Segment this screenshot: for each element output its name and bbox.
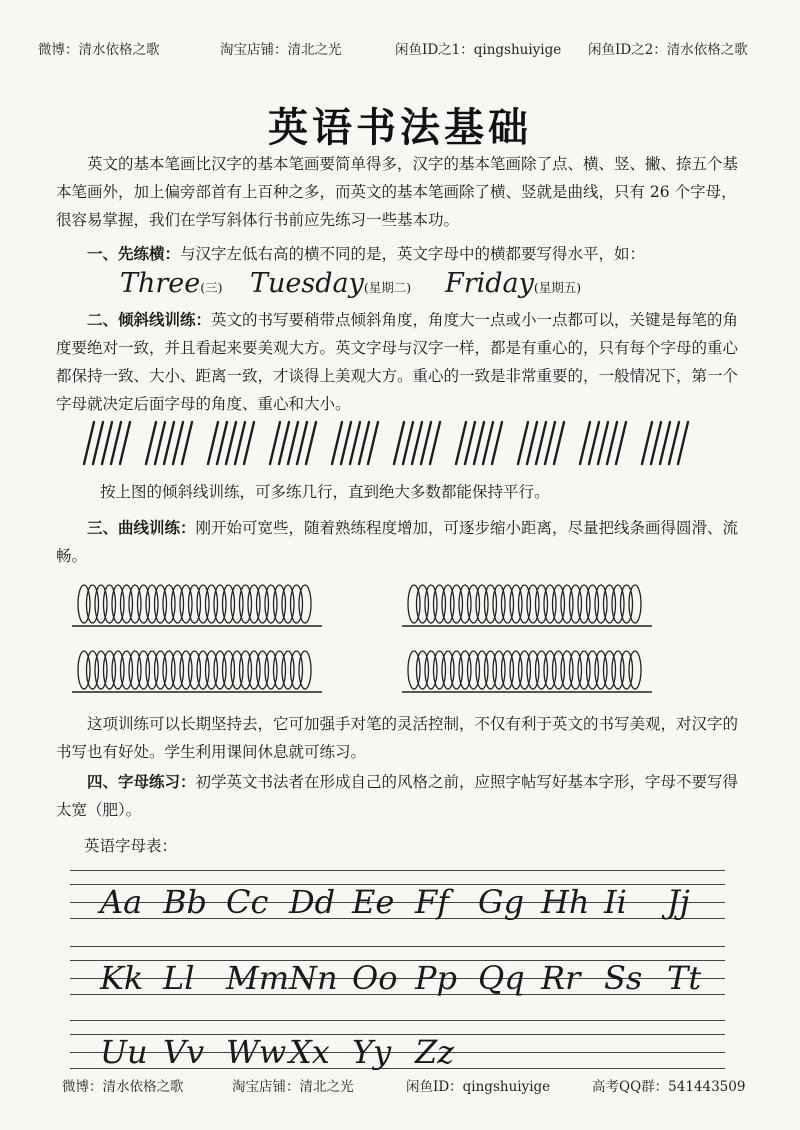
section3-paragraph [56,514,752,570]
slant-stroke [518,422,528,464]
alphabet-row-3 [70,1020,725,1074]
header-xianyu-2: 闲鱼ID之2：清水依格之歌 [588,42,748,58]
section2-heading: 二、倾斜线训练： [87,310,212,329]
slant-stroke [208,422,218,464]
slant-stroke [368,422,378,464]
slant-stroke [598,422,608,464]
alphabet-row-2 [70,946,725,1000]
letter-pair: Uu [100,1033,148,1071]
slant-stroke [527,422,537,464]
section1-text: 与汉字左低右高的横不同的是，英文字母中的横都要写得水平，如： [180,245,646,263]
letter-pair: Xx [289,1033,330,1071]
letter-pair: Bb [163,883,207,921]
section1-examples [120,268,740,304]
slant-stroke [589,422,599,464]
slant-stroke [359,422,369,464]
coil-loop [299,585,311,623]
slant-stroke [403,422,413,464]
slant-stroke [412,422,422,464]
section1-paragraph [56,240,752,268]
letter-pair: Vv [163,1033,205,1071]
slant-stroke [456,422,466,464]
curve-practice-2 [402,580,652,632]
coil-loop [629,651,641,689]
example-friday [445,268,581,299]
slant-stroke [660,422,670,464]
slant-stroke [554,422,564,464]
coil-loop [299,651,311,689]
header-shop: 淘宝店铺：清北之光 [220,42,342,58]
slant-stroke [146,422,156,464]
header-xianyu-1: 闲鱼ID之1：qingshuiyige [395,42,562,58]
slant-stroke [217,422,227,464]
slant-stroke [607,422,617,464]
section2-text: 英文的书写要稍带点倾斜角度，角度大一点或小一点都可以，关键是每笔的角度要绝对一致，并且看起来要美观大方。英文字母与汉字一样，都是有重心的，只有每个字母的重心都保持一致、大小、距离一致，才谈得上美观大方。重心的一致是非常重要的，一般情况下，第一个字母就决定后面字母的角度、重心和大小。 [56,311,739,413]
letter-pair: Nn [289,959,338,997]
slant-stroke [102,422,112,464]
curve-practice-4 [402,646,652,698]
example-three [120,268,223,299]
slant-stroke [651,422,661,464]
letter-pair: Ff [415,883,450,921]
letter-pair: Pp [415,959,458,997]
slant-stroke [545,422,555,464]
slant-stroke [492,422,502,464]
slant-stroke [430,422,440,464]
slant-stroke [580,422,590,464]
letter-pair: Ll [163,959,195,997]
section4-paragraph [56,768,752,824]
page-title: 英语书法基础 [268,104,532,151]
intro-paragraph: 英文的基本笔画比汉字的基本笔画要简单得多，汉字的基本笔画除了点、横、竖、撇、捺五个基本笔画外，加上偏旁部首有上百种之多，而英文的基本笔画除了横、竖就是曲线，只有 26 个字母，很容易掌握，我们在学写斜体行书前应先练习一些基本功。 [56,155,739,229]
footer-xianyu: 闲鱼ID：qingshuiyige [406,1079,551,1095]
example-tuesday [250,268,411,299]
slant-stroke [483,422,493,464]
letter-pair: Gg [478,883,525,921]
letter-pair: Ww [226,1033,287,1071]
slant-stroke [474,422,484,464]
letter-pair: Kk [100,959,144,997]
slant-stroke [226,422,236,464]
section2-caption: 按上图的倾斜线训练，可多练几行，直到绝大多数都能保持平行。 [100,483,550,501]
example-friday-word: Friday [445,268,534,299]
slant-stroke [669,422,679,464]
slant-stroke [155,422,165,464]
slant-stroke [332,422,342,464]
letter-pair: Aa [100,883,143,921]
letter-pair: Ss [604,959,643,997]
section4-text: 初学英文书法者在形成自己的风格之前，应照字帖写好基本字形，字母不要写得太宽（肥）。 [56,773,739,819]
example-three-note: (三) [200,280,223,295]
letter-pair: Tt [667,959,702,997]
slant-stroke [616,422,626,464]
letter-pair: Rr [541,959,581,997]
slant-stroke [350,422,360,464]
header-weibo: 微博：清水依格之歌 [38,42,160,58]
slant-stroke [244,422,254,464]
letter-pair: Oo [352,959,398,997]
section3-caption: 这项训练可以长期坚持去，它可加强手对笔的灵活控制，不仅有利于英文的书写美观，对汉字的书写也有好处。学生利用课间休息就可练习。 [56,715,739,761]
slant-stroke [84,422,94,464]
curve-practice-3 [72,646,322,698]
slant-stroke [678,422,688,464]
example-three-word: Three [120,268,201,299]
footer-qq: 高考QQ群：541443509 [592,1079,746,1095]
slant-stroke [421,422,431,464]
example-friday-note: (星期五) [533,280,582,295]
letter-pair: Ii [604,883,627,921]
letter-pair: Zz [415,1033,455,1071]
slant-stroke [394,422,404,464]
slant-stroke [279,422,289,464]
section4-heading: 四、字母练习： [87,772,196,791]
slant-stroke [182,422,192,464]
section2-paragraph [56,306,752,418]
section3-text: 刚开始可宽些，随着熟练程度增加，可逐步缩小距离，尽量把线条画得圆滑、流畅。 [56,519,739,565]
slant-stroke [341,422,351,464]
slant-stroke [111,422,121,464]
coil-loop [629,585,641,623]
example-tuesday-word: Tuesday [250,268,364,299]
slant-stroke [164,422,174,464]
letter-pair: Cc [226,883,269,921]
slant-stroke [306,422,316,464]
slant-stroke [288,422,298,464]
footer-weibo: 微博：清水依格之歌 [62,1079,184,1095]
alphabet-row-1 [70,870,725,924]
slant-stroke [297,422,307,464]
letter-pair: Ee [352,883,395,921]
letter-pair: Jj [667,883,690,921]
letter-pair: Dd [289,883,336,921]
slant-stroke [270,422,280,464]
section3-heading: 三、曲线训练： [87,518,196,537]
slant-stroke [465,422,475,464]
curve-practice-1 [72,580,322,632]
slant-stroke [120,422,130,464]
letter-pair: Yy [352,1033,392,1071]
slant-stroke [235,422,245,464]
slant-line-practice [80,420,700,470]
example-tuesday-note: (星期二) [363,280,412,295]
alphabet-label: 英语字母表： [84,837,178,855]
slant-stroke [536,422,546,464]
slant-stroke [642,422,652,464]
slant-stroke [173,422,183,464]
slant-stroke [93,422,103,464]
letter-pair: Qq [478,959,525,997]
footer-shop: 淘宝店铺：清北之光 [232,1079,354,1095]
letter-pair: Hh [541,883,590,921]
section1-heading: 一、先练横： [87,244,181,263]
letter-pair: Mm [226,959,290,997]
